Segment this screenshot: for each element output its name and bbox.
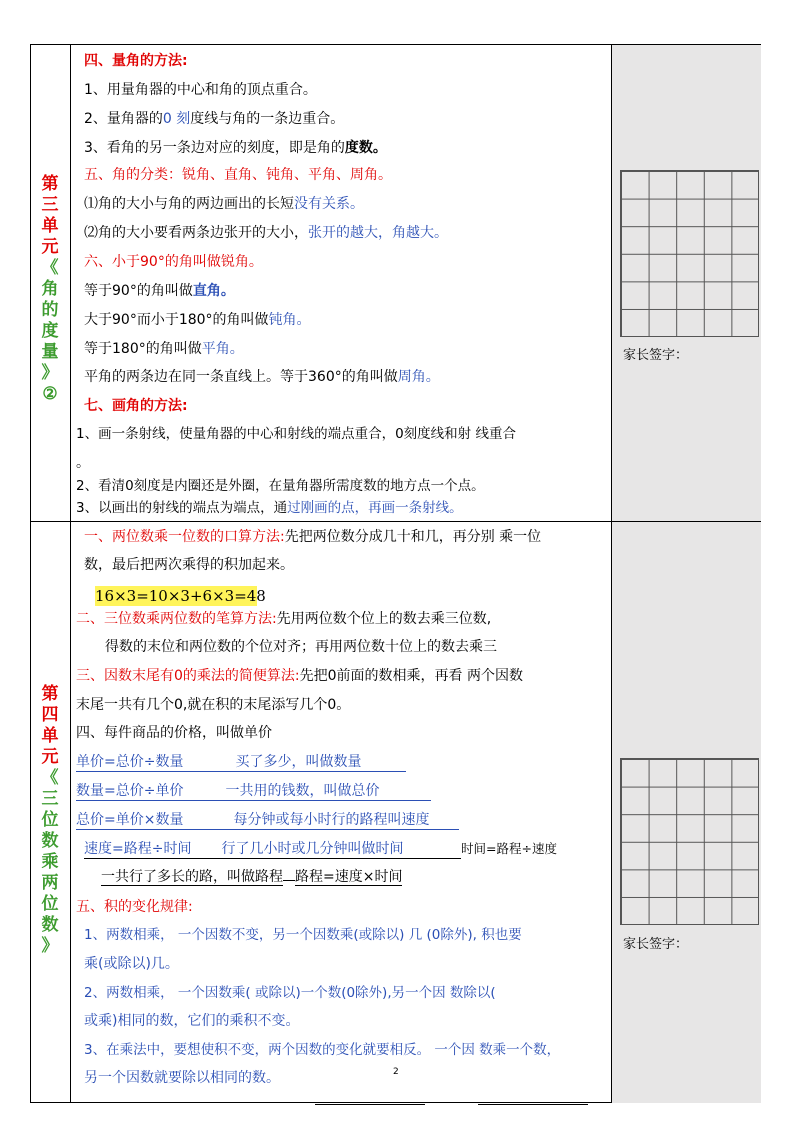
text-span: 等于90°的角叫做 (84, 283, 193, 299)
text-line: 2、两数相乘， 一个因数乘( 或除以)一个数(0除外),另一个因 数除以( (84, 985, 496, 1001)
text-span: 单价=总价÷数量 (76, 754, 184, 770)
text-line (84, 110, 344, 128)
text-span: 平角的两条边在同一条直线上。等于360°的角叫做 (84, 369, 398, 385)
section-heading: 六、小于90°的角叫做锐角。 (84, 254, 263, 270)
text-line (76, 667, 523, 685)
text-span: 度线与角的一条边重合。 (190, 111, 345, 127)
formula-line (84, 840, 557, 859)
text-line: 另一个因数就要除以相同的数。 (84, 1070, 280, 1086)
column-divider (70, 45, 71, 1102)
unit4-title-char: 四 (41, 705, 59, 725)
text-line (84, 195, 364, 213)
text-span: 二、三位数乘两位数的笔算方法: (76, 611, 277, 627)
unit4-subtitle-char: 位 (41, 810, 59, 830)
section-heading: 七、画角的方法: (84, 398, 188, 414)
formula-line (101, 868, 402, 886)
text-line: 1、用量角器的中心和角的顶点重合。 (84, 82, 317, 98)
text-line: 四、每件商品的价格，叫做单价 (76, 725, 272, 741)
unit4-subtitle-char: 数 (41, 831, 59, 851)
parent-signature-label: 家长签字： (623, 937, 689, 952)
text-span: 速度=路程÷时间 (84, 841, 192, 857)
text-line: 1、画一条射线，使量角器的中心和射线的端点重合，0刻度线和射 线重合 (76, 426, 516, 442)
text-line (84, 311, 311, 329)
text-span: 先用两位数个位上的数去乘三位数, (276, 611, 492, 627)
section-heading: 五、积的变化规律: (76, 899, 193, 915)
text-span: 没有关系。 (294, 196, 364, 212)
section-heading: 四、量角的方法: (84, 53, 188, 69)
text-span: 周角。 (397, 369, 440, 385)
highlighted-formula: 16×3=10×3+6×3=48 (95, 587, 266, 605)
parent-signature-label: 家长签字： (623, 348, 689, 363)
text-line: 或乘)相同的数，它们的乘积不变。 (84, 1013, 300, 1029)
text-span: 一、两位数乘一位数的口算方法: (84, 529, 285, 545)
text-span: 直角。 (192, 283, 235, 299)
text-span: 0 刻 (162, 111, 191, 127)
unit4-subtitle-char: 》 (41, 936, 59, 956)
unit3-subtitle-char: 《 (41, 258, 59, 278)
formula-line (76, 782, 431, 801)
text-line: 2、看清0刻度是内圈还是外圈，在量角器所需度数的地方点一个点。 (76, 478, 485, 494)
page-number: 2 (393, 1067, 399, 1077)
unit4-subtitle-char: 《 (41, 768, 59, 788)
text-line (84, 340, 244, 358)
text-span: 过刚画的点，再画一条射线。 (287, 500, 463, 516)
unit3-title (30, 174, 70, 405)
unit4-subtitle-char: 位 (41, 894, 59, 914)
text-span: 一共用的钱数，叫做总价 (225, 783, 380, 799)
unit3-subtitle-char: 度 (41, 321, 59, 341)
signature-grid[interactable] (620, 758, 759, 925)
text-line: 数，最后把两次乘得的积加起来。 (84, 557, 294, 573)
unit4-subtitle-char: 乘 (41, 852, 59, 872)
text-line (84, 139, 387, 157)
text-span: 3、以画出的射线的端点为端点，通 (76, 500, 288, 516)
text-span: 2、量角器的 (84, 111, 163, 127)
text-line (84, 368, 440, 386)
text-span: 总价=单价×数量 (76, 812, 184, 828)
unit3-subtitle-char: ② (42, 384, 58, 404)
text-span: 三、因数末尾有0的乘法的简便算法: (76, 668, 300, 684)
unit4-title-char: 元 (41, 747, 59, 767)
text-line: 3、在乘法中，要想使积不变，两个因数的变化就要相反。 一个因 数乘一个数， (84, 1042, 561, 1058)
text-line (76, 610, 491, 628)
unit3-subtitle-char: 的 (41, 300, 59, 320)
text-line: 末尾一共有几个0,就在积的末尾添写几个0。 (76, 697, 351, 713)
text-span: 先把两位数分成几十和几，再分别 乘一位 (284, 529, 542, 545)
text-span: 钝角。 (268, 312, 311, 328)
text-line (76, 499, 463, 517)
text-line: 1、两数相乘， 一个因数不变，另一个因数乘(或除以) 几 (0除外), 积也要 (84, 927, 522, 943)
text-span: 张开的越大，角越大。 (308, 225, 448, 241)
unit4-subtitle-char: 数 (41, 915, 59, 935)
section-heading: 五、角的分类：锐角、直角、钝角、平角、周角。 (84, 167, 392, 183)
unit3-title-char: 三 (41, 195, 59, 215)
text-span: 大于90°而小于180°的角叫做 (84, 312, 269, 328)
text-line: 。 (76, 455, 90, 471)
unit3-title-char: 单 (41, 216, 59, 236)
text-line (84, 528, 541, 546)
text-span: 度数。 (344, 140, 387, 156)
text-line: 得数的末位和两位数的个位对齐；再用两位数十位上的数去乘三 (105, 639, 497, 655)
text-line (84, 224, 448, 242)
unit3-subtitle-char: 角 (41, 279, 59, 299)
footer-rule (315, 1104, 425, 1105)
unit4-subtitle-char: 三 (41, 789, 59, 809)
text-span: 3、看角的另一条边对应的刻度，即是角的 (84, 140, 345, 156)
unit4-title (30, 684, 70, 957)
text-span: 每分钟或每小时行的路程叫速度 (233, 812, 430, 828)
text-span: ⑵角的大小要看两条边张开的大小， (84, 225, 308, 241)
footer-rule (478, 1104, 588, 1105)
unit4-title-char: 单 (41, 726, 59, 746)
unit3-subtitle-char: 》 (41, 363, 59, 383)
text-span: ⑴角的大小与角的两边画出的长短 (84, 196, 294, 212)
text-line (84, 282, 235, 300)
unit3-subtitle-char: 量 (41, 342, 59, 362)
text-span: 时间=路程÷速度 (461, 841, 557, 856)
text-span: 路程=速度×时间 (295, 869, 403, 885)
text-line: 乘(或除以)几。 (84, 956, 179, 972)
text-span: 平角。 (201, 341, 244, 357)
formula-line (76, 753, 406, 772)
unit4-title-char: 第 (41, 684, 59, 704)
formula-line (76, 811, 459, 830)
unit4-subtitle-char: 两 (41, 873, 59, 893)
text-span: 等于180°的角叫做 (84, 341, 202, 357)
text-span: 先把0前面的数相乘，再看 两个因数 (299, 668, 523, 684)
signature-grid[interactable] (620, 170, 759, 337)
unit3-title-char: 第 (41, 174, 59, 194)
text-span: 数量=总价÷单价 (76, 783, 184, 799)
text-span: 一共行了多长的路，叫做路程 (101, 869, 283, 885)
unit3-title-char: 元 (41, 237, 59, 257)
text-span: 行了几小时或几分钟叫做时间 (221, 841, 404, 857)
text-span: 买了多少，叫做数量 (235, 754, 362, 770)
